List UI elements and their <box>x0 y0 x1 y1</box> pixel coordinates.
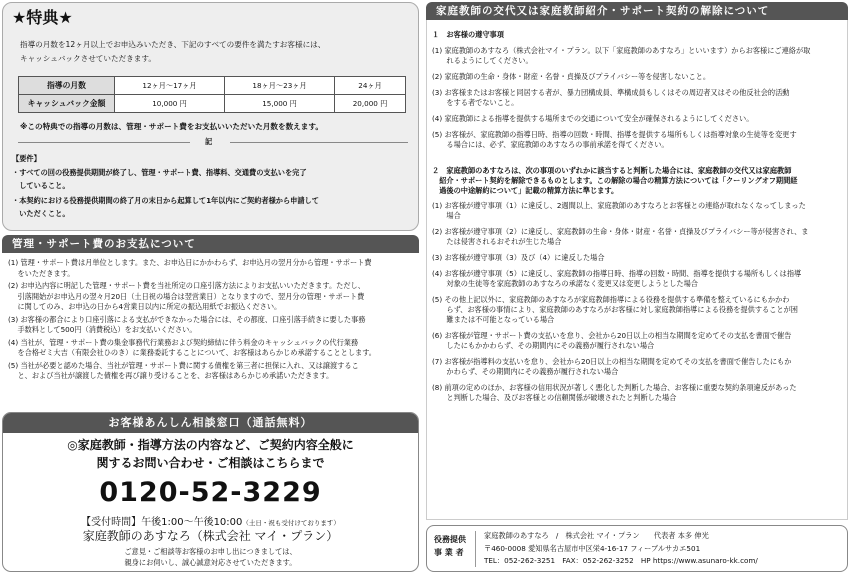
rule-1-1-cont: れるようにしてください。 <box>432 56 533 65</box>
cashback-10000: 10,000 円 <box>115 95 225 113</box>
tokuten-intro-2: キャッシュバックさせていただきます。 <box>20 54 156 63</box>
requirement-line-3: ・本契約における役務提供期間の終了月の末日から起算して1年以内にご契約者様から申請して <box>12 196 319 205</box>
rule-1-5-cont: る場合には、必ず、家庭教師のあすなろの事前承諾を得てください。 <box>432 140 669 149</box>
provider-label-2: 事 業 者 <box>434 548 464 557</box>
section-2-line-3: 過後の中途解約について」記載の精算方法に準じます。 <box>432 186 619 195</box>
kanri-line: と、および当社が譲渡した債権を再び譲り受けることを、お客様はあらかじめ承諾いただきます。 <box>8 371 334 380</box>
hours-note: （土日・祝も受付けております） <box>242 519 340 527</box>
provider-line-2: 〒460-0008 愛知県名古屋市中区栄4-16-17 フィーブルサカエ501 <box>484 544 701 553</box>
tokuten-intro-1: 指導の月数を12ヶ月以上でお申込みいただき、下記のすべての要件を満たすお客様には、 <box>20 40 326 49</box>
soudan-line-2: 関するお問い合わせ・ご相談はこちらまで <box>96 456 325 470</box>
rule-1-5: (5) お客様が、家庭教師の指導日時、指導の回数・時間、指導を提供する場所もしくは指導対象の生徒等を変更す <box>432 130 797 139</box>
rule-2-5: (5) その他上記以外に、家庭教師のあすなろが家庭教師指導による役務を提供する準備を整えているにもかかわ <box>432 295 790 304</box>
requirement-line-4: いただくこと。 <box>12 209 70 218</box>
provider-line-3: TEL：052-262-3251 FAX：052-262-3252 HP https://www.asunaro-kk.com/ <box>484 556 758 565</box>
rule-1-1: (1) 家庭教師のあすなろ（株式会社マイ・プラン。以下「家庭教師のあすなろ」といいます）からお客様にご連絡が取 <box>432 46 811 55</box>
rule-2-4: (4) お客様が遵守事項（5）に違反し、家庭教師の指導日時、指導の回数・時間、指導を提供する場所もしくは指導 <box>432 269 802 278</box>
rule-2-6: (6) お客様が管理・サポート費の支払いを怠り、会社から20日以上の相当な期間を定めてその支払を書面で催告 <box>432 331 792 340</box>
provider-label-1: 役務提供 <box>434 535 466 544</box>
tokuten-title: ★特典★ <box>12 8 73 27</box>
rule-1-4: (4) 家庭教師による指導を提供する場所までの交通について安全が確保されるようにしてください。 <box>432 114 754 123</box>
kanri-line: (2) お申込内容に明記した管理・サポート費を当社所定の口座引落方法によりお支払いいただきます。ただし、 <box>8 281 365 290</box>
rule-2-8: (8) 前項の定めのほか、お客様の信用状況が著しく悪化した判断した場合、お客様に重要な契約条項違反があった <box>432 383 797 392</box>
rule-2-7: (7) お客様が指導料の支払いを怠り、会社から20日以上の相当な期間を定めてその支払を書面で催告したにもか <box>432 357 792 366</box>
soudan-foot-2: 親身にお伺いし、誠心誠意対応させていただきます。 <box>124 558 297 567</box>
col-24: 24ヶ月 <box>335 77 406 95</box>
ki-label: 記 <box>205 137 213 146</box>
ki-divider-right <box>230 142 408 143</box>
rule-1-2: (2) 家庭教師の生命・身体・財産・名誉・貞操及びプライバシー等を侵害しないこと。 <box>432 72 711 81</box>
kanri-line: に関してのみ、お申込の日から4営業日以内に所定の振込用紙でお振込ください。 <box>8 302 282 311</box>
col-12-17: 12ヶ月〜17ヶ月 <box>115 77 225 95</box>
soudan-line-1: ◎家庭教師・指導方法の内容など、ご契約内容全般に <box>67 438 354 452</box>
col-18-23: 18ヶ月〜23ヶ月 <box>225 77 335 95</box>
cashback-amount-row <box>19 95 406 113</box>
tokuten-note: ※この特典での指導の月数は、管理・サポート費をお支払いいただいた月数を数えます。 <box>20 122 323 131</box>
cashback-header-row <box>19 77 406 95</box>
soudan-foot-1: ご意見・ご相談等お客様のお申し出につきましては、 <box>124 547 297 556</box>
rule-2-1-cont: 場合 <box>432 211 461 220</box>
rule-2-6-cont: したにもかかわらず、その期間内にその義務が履行されない場合 <box>432 341 655 350</box>
rule-2-4-cont: 対象の生徒等を家庭教師のあすなろの承諾なく変更又は変更しようとした場合 <box>432 279 698 288</box>
rule-1-3: (3) お客様またはお客様と同居する者が、暴力団構成員、準構成員もしくはその周辺者又はその他反社会的活動 <box>432 88 790 97</box>
rule-2-2: (2) お客様が遵守事項（2）に違反し、家庭教師の生命・身体・財産・名誉・貞操及びプライバシー等が侵害され、ま <box>432 227 809 236</box>
phone-number[interactable]: 0120-52-3229 <box>99 477 322 508</box>
cashback-15000: 15,000 円 <box>225 95 335 113</box>
kanri-line: をいただきます。 <box>8 268 75 278</box>
section-2-line-2: 紹介・サポート契約を解除できるものとします。この解除の場合の精算方法については「クーリングオフ期間経 <box>432 176 798 185</box>
requirement-line-1: ・すべての回の役務提供期間が終了し、管理・サポート費、指導料、交通費の支払いを完了 <box>12 168 307 177</box>
requirement-line-2: していること。 <box>12 181 70 190</box>
cashback-20000: 20,000 円 <box>335 95 406 113</box>
kanri-line: (1) 管理・サポート費は月単位とします。また、お申込日にかかわらず、お申込月の翌月分から管理・サポート費 <box>8 258 372 267</box>
provider-line-1: 家庭教師のあすなろ / 株式会社 マイ・プラン 代表者 本多 伸光 <box>484 531 709 540</box>
kanri-line: (4) 当社が、管理・サポート費の集金事務代行業務および契約締結に伴う料金のキャッシュバックの代行業務 <box>8 337 359 347</box>
cashback-table <box>18 76 406 113</box>
kanri-body <box>8 258 416 382</box>
months-label: 指導の月数 <box>19 77 115 95</box>
cashback-label: キャッシュバック金額 <box>19 95 115 113</box>
rule-2-8-cont: と判断した場合、及びお客様との信頼関係が破壊されたと判断した場合 <box>432 393 677 402</box>
kanri-header: 管理・サポート費のお支払について <box>2 235 419 253</box>
rule-2-5-cont: らず、お客様の事情により、家庭教師のあすなろがお客様に対し家庭教師指導による役務を提供することが困 <box>432 305 798 314</box>
kanri-line: を合格ゼミ大吉（有限会社ひのき）に業務委託することについて、お客様はあらかじめ承諾することとします。 <box>8 348 376 357</box>
kanri-line: 引落開始がお申込月の翌々月20日（土日祝の場合は翌営業日）となりますので、翌月分の管理・サポート費 <box>8 291 365 301</box>
rule-2-1: (1) お客様が遵守事項（1）に違反し、2週間以上、家庭教師のあすなろとお客様との連絡が取れなくなってしまった <box>432 201 806 210</box>
rule-2-3: (3) お客様が遵守事項（3）及び（4）に違反した場合 <box>432 253 605 262</box>
kanri-line: (5) 当社が必要と認めた場合、当社が管理・サポート費に関する債権を第三者に担保に入れ、又は譲渡するこ <box>8 360 359 370</box>
kaijo-header: 家庭教師の交代又は家庭教師紹介・サポート契約の解除について <box>426 2 848 20</box>
hours-text: 【受付時間】午後1:00〜午後10:00 <box>81 517 243 528</box>
rule-2-7-cont: かわらず、その期間内にその義務が履行されない場合 <box>432 367 619 376</box>
rule-2-2-cont: たは侵害されるおそれが生じた場合 <box>432 237 562 246</box>
kanri-line: (3) お客様の都合により口座引落による支払ができなかった場合には、その都度、口座引落手続きに要した事務 <box>8 314 366 324</box>
rule-1-3-cont: をする者でないこと。 <box>432 98 519 107</box>
provider-divider <box>475 531 476 567</box>
requirements-title: 【要件】 <box>12 154 41 163</box>
ki-divider-left <box>18 142 190 143</box>
rule-2-5-cont2: 難または不可能となっている場合 <box>432 315 555 324</box>
section-1-title: １ お客様の遵守事項 <box>432 30 504 39</box>
kaijo-body <box>432 30 844 403</box>
soudan-header: お客様あんしん相談窓口（通話無料） <box>3 413 418 433</box>
soudan-company: 家庭教師のあすなろ（株式会社 マイ・プラン） <box>82 529 339 543</box>
kanri-line: 手数料として500円（消費税込）をお支払いください。 <box>8 325 197 334</box>
section-2-line-1: ２ 家庭教師のあすなろは、次の事項のいずれかに該当すると判断した場合には、家庭教師の交代又は家庭教師 <box>432 166 792 175</box>
